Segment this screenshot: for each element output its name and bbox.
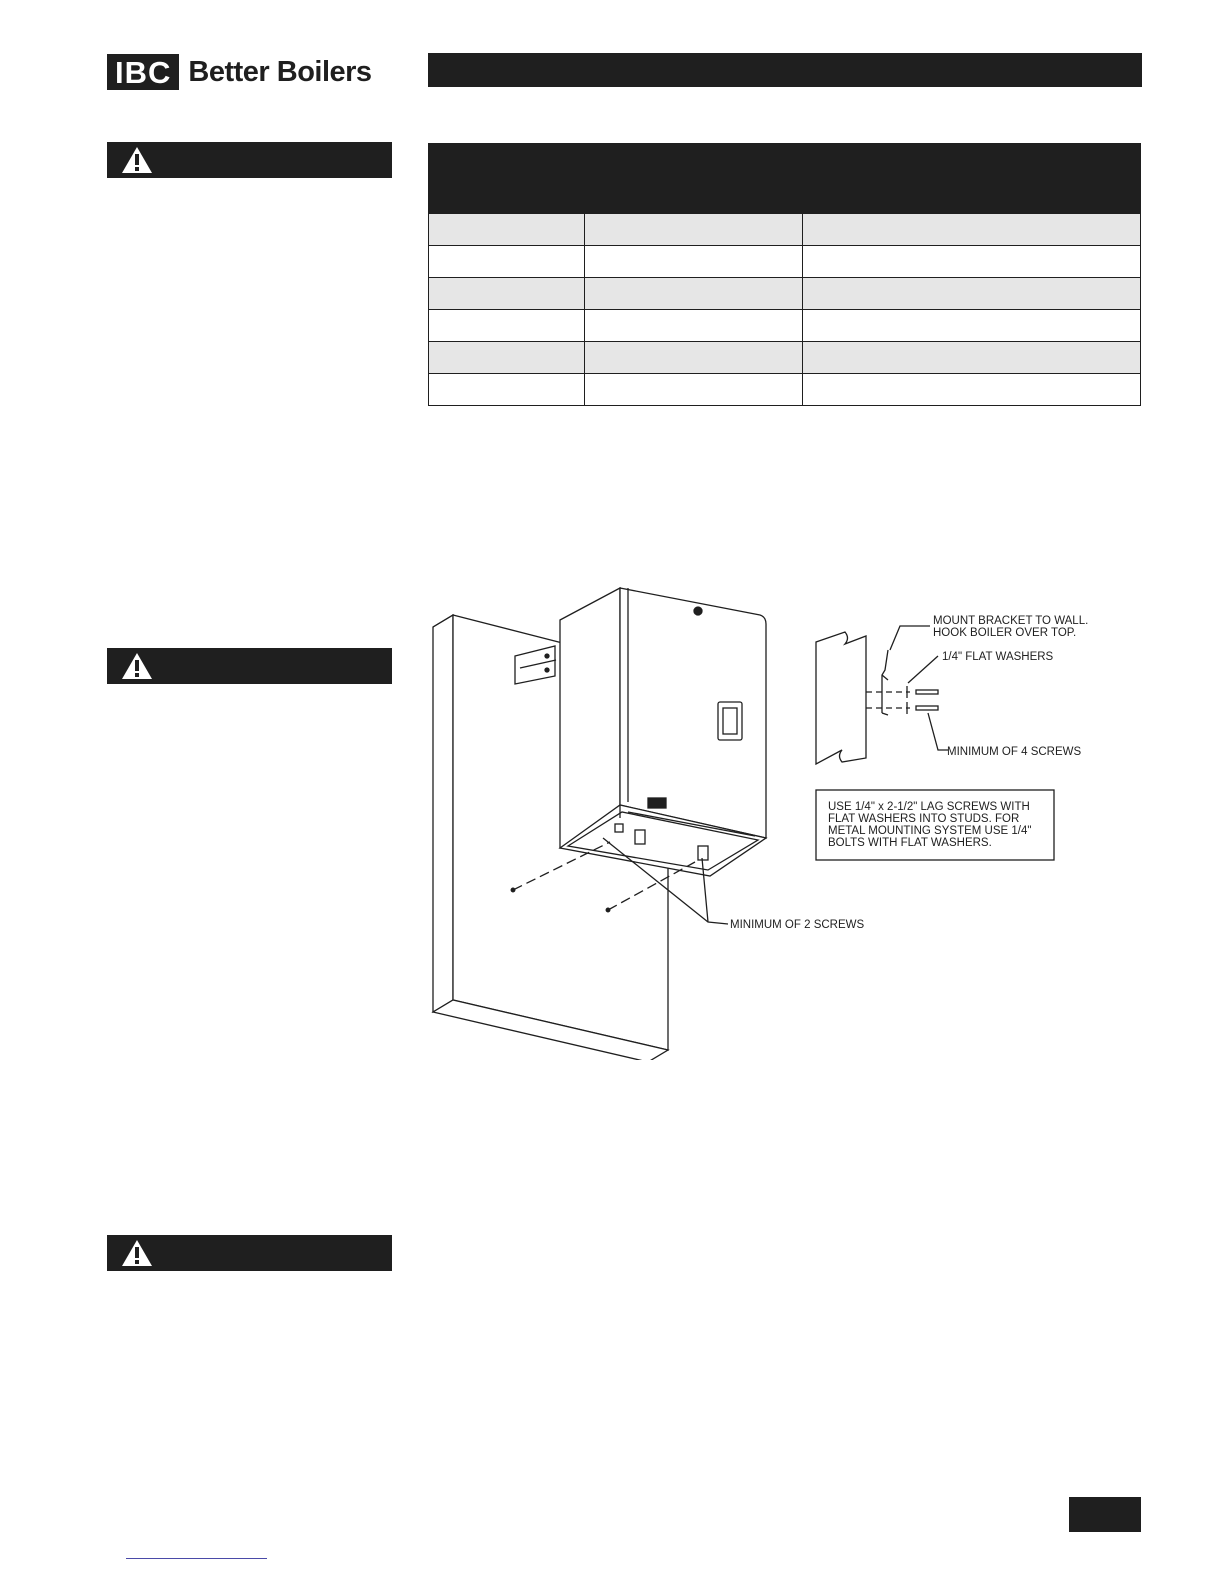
logo-name: Better Boilers (188, 55, 372, 88)
table-cell (585, 214, 803, 246)
note-line-3: METAL MOUNTING SYSTEM USE 1/4" (828, 825, 1032, 837)
table-cell (803, 342, 1141, 374)
table-cell (803, 246, 1141, 278)
table-cell (429, 214, 585, 246)
table-row (429, 214, 1141, 246)
table-cell (429, 374, 585, 406)
table-cell (429, 246, 585, 278)
warning-triangle-icon (121, 1239, 153, 1267)
table-row (429, 310, 1141, 342)
table-cell (803, 374, 1141, 406)
brand-logo (107, 53, 372, 91)
table-cell (585, 342, 803, 374)
warning-banner-1 (107, 142, 392, 178)
table-cell (429, 278, 585, 310)
table-cell (585, 374, 803, 406)
table-cell (429, 342, 585, 374)
warning-triangle-icon (121, 146, 153, 174)
table-header (429, 144, 1141, 214)
table-row (429, 246, 1141, 278)
page-number-box (1069, 1497, 1141, 1532)
table-row (429, 278, 1141, 310)
table-row (429, 342, 1141, 374)
table-cell (803, 214, 1141, 246)
callout-min-2-screws: MINIMUM OF 2 SCREWS (730, 919, 865, 931)
table-cell (803, 278, 1141, 310)
figure-callouts (730, 615, 1088, 931)
section-header-bar (428, 53, 1142, 87)
table-row (429, 374, 1141, 406)
warning-triangle-icon (121, 652, 153, 680)
callout-min-4-screws: MINIMUM OF 4 SCREWS (947, 746, 1082, 758)
table-cell (803, 310, 1141, 342)
logo-mark: IBC (107, 54, 179, 90)
note-line-4: BOLTS WITH FLAT WASHERS. (828, 837, 992, 849)
footer-rule (126, 1558, 267, 1559)
callout-washers: 1/4" FLAT WASHERS (942, 651, 1054, 663)
callout-bracket-line2: HOOK BOILER OVER TOP. (933, 627, 1077, 639)
warning-banner-3 (107, 1235, 392, 1271)
note-line-1: USE 1/4" x 2-1/2" LAG SCREWS WITH (828, 801, 1030, 813)
table-cell (585, 310, 803, 342)
warning-banner-2 (107, 648, 392, 684)
specification-table (428, 143, 1141, 406)
table-header-cell (429, 144, 1141, 214)
boiler-mounting-figure (420, 580, 1120, 1060)
table-cell (429, 310, 585, 342)
callout-bracket-line1: MOUNT BRACKET TO WALL. (933, 615, 1089, 627)
table-cell (585, 278, 803, 310)
table-cell (585, 246, 803, 278)
note-line-2: FLAT WASHERS INTO STUDS. FOR (828, 813, 1020, 825)
